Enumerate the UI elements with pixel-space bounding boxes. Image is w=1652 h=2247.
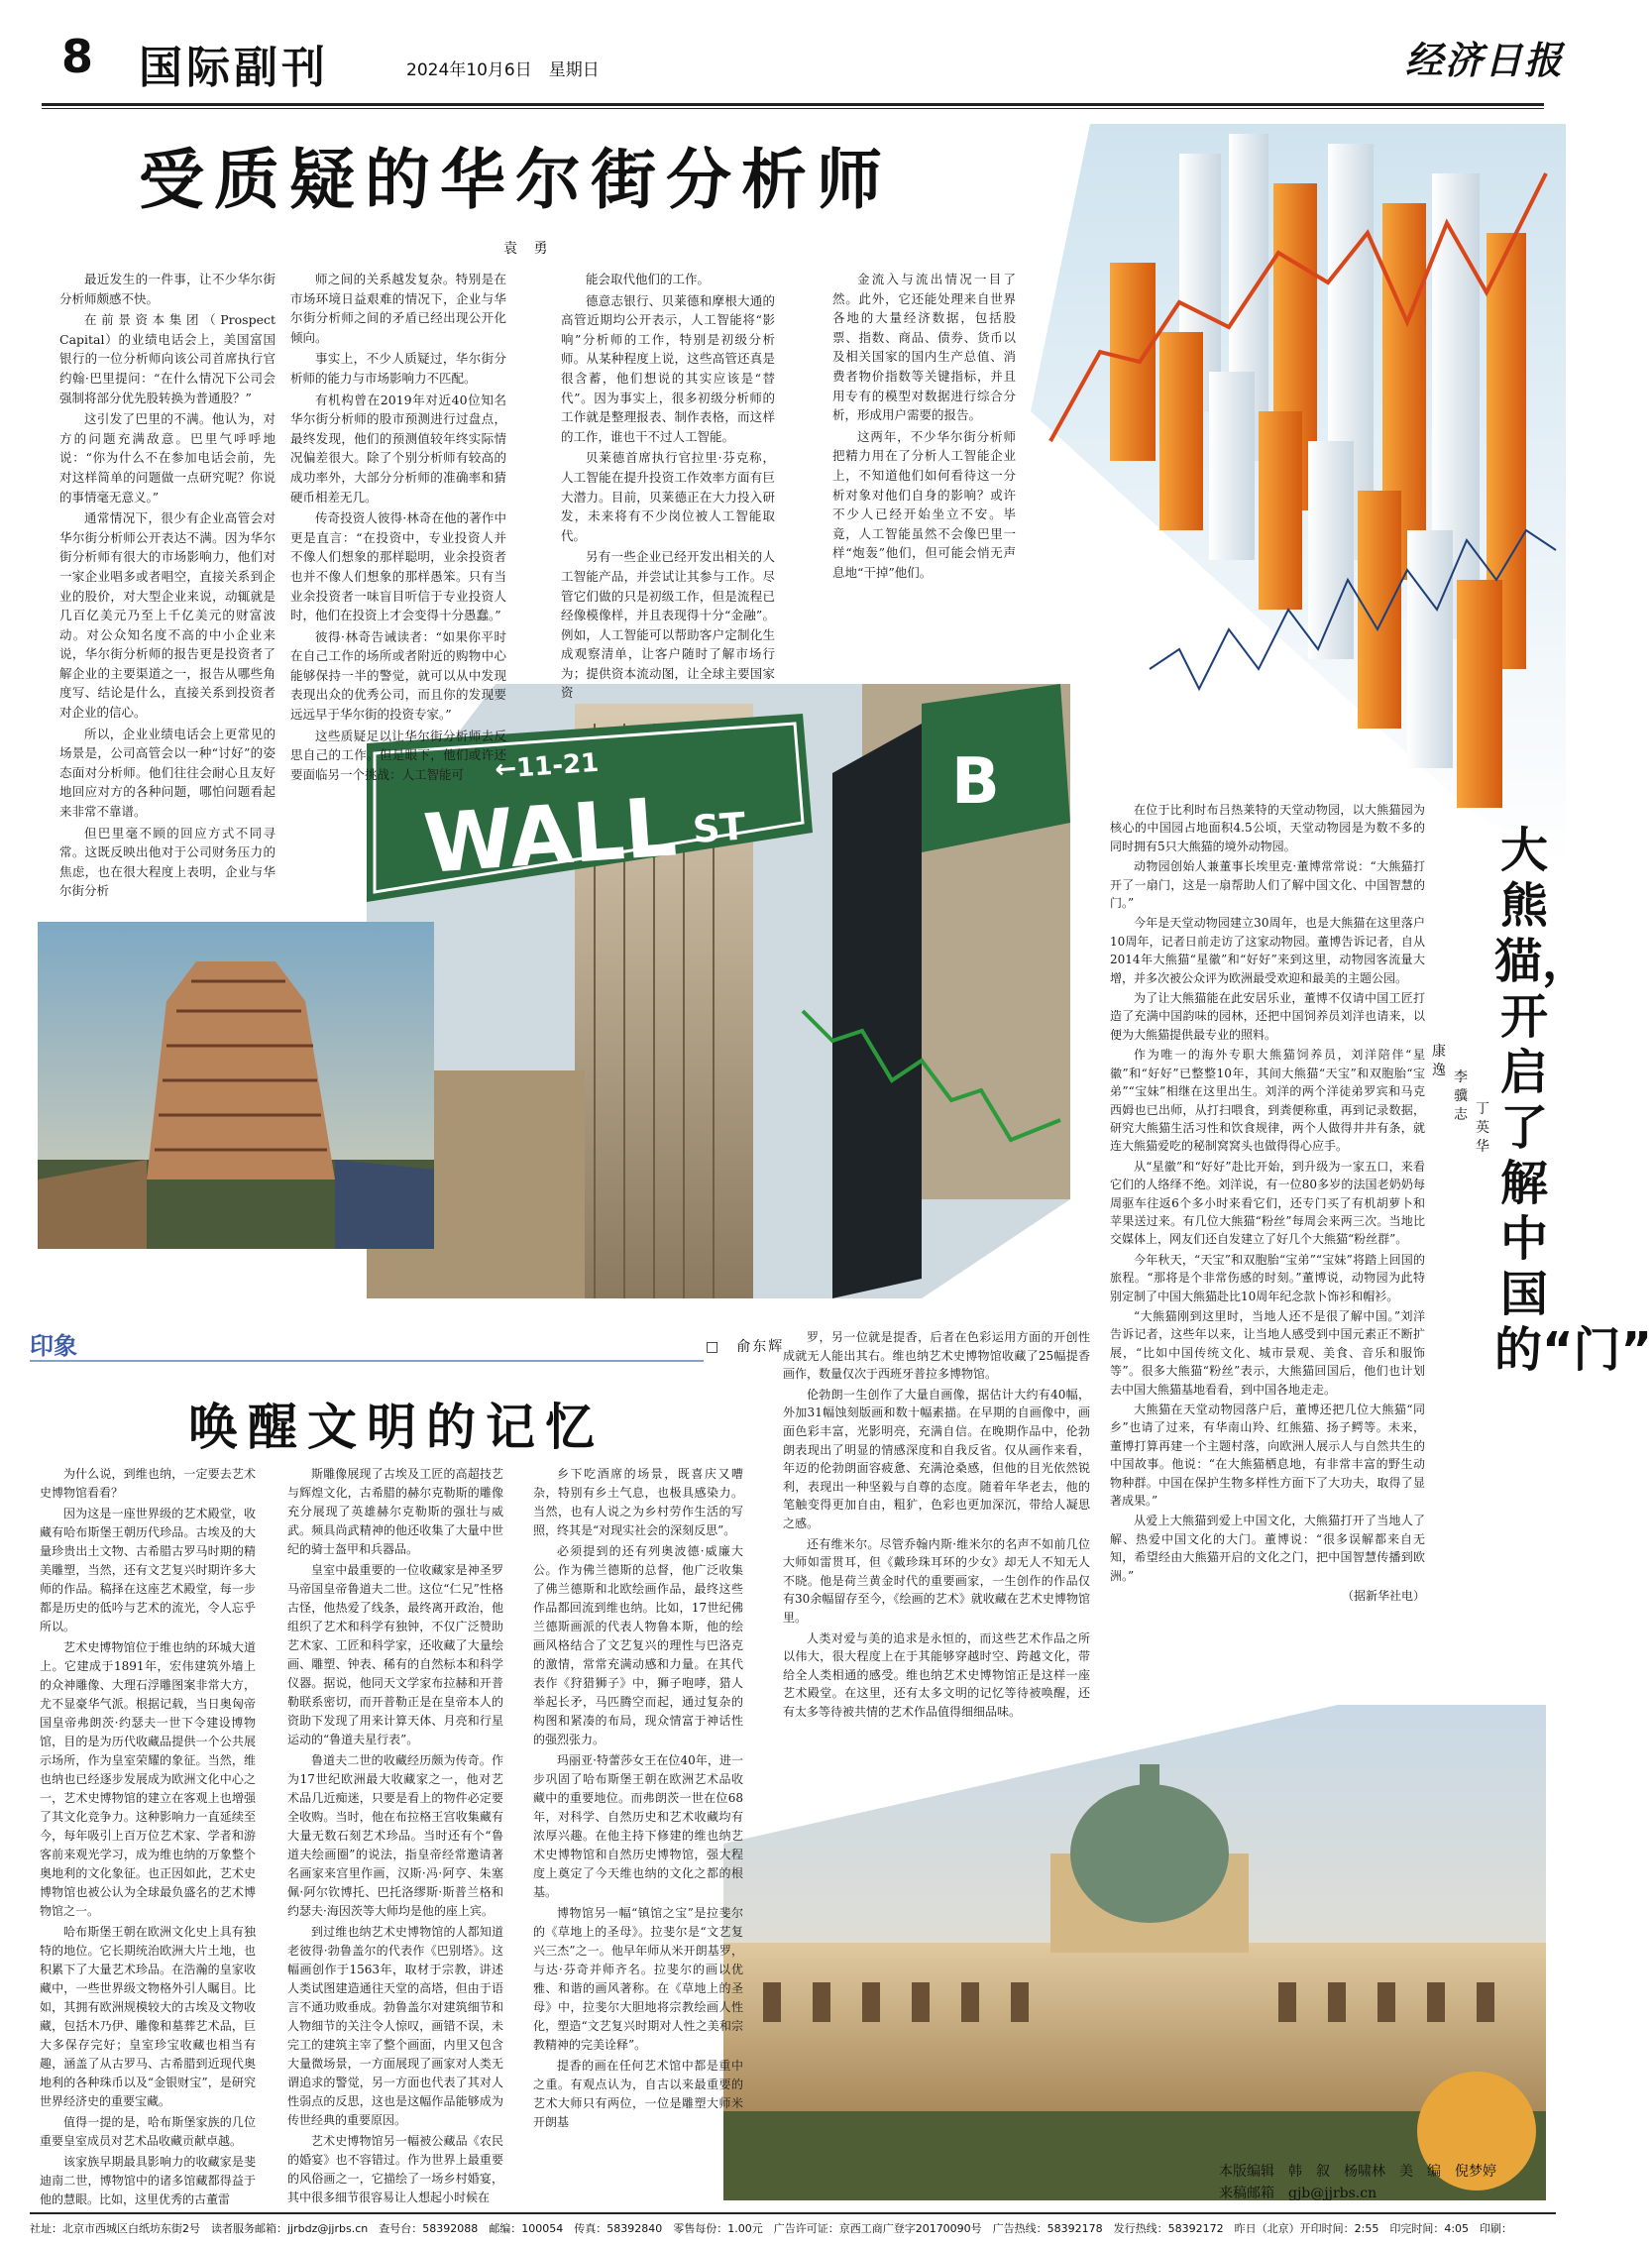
article-title-panda: 大熊猫，开启了解中国的“门”	[1494, 823, 1652, 1378]
column-label-rule	[30, 1360, 704, 1362]
paragraph: 作为唯一的海外专职大熊猫饲养员，刘洋陪伴“星徽”和“好好”已整整10年，其间大熊猫“天宝”和双胞胎“宝弟”“宝妹”相继在这里出生。刘洋的两个洋徒弟罗宾和马克西姆也已出师，从打扫喂食，到粪便称重，再到记录数据，研究大熊猫生活习性和饮食规律，两个人做得井井有条，就连大熊猫爱吃的秘制窝窝头也做得得心应手。	[1110, 1048, 1425, 1154]
paragraph: 皇室中最重要的一位收藏家是神圣罗马帝国皇帝鲁道夫二世。这位“仁兄”性格古怪，他热爱了线条，最终离开政治，他组织了艺术和科学有独钟，不仅广泛赞助艺术家、工匠和科学家，还收藏了大量绘画、雕塑、钟表、稀有的自然标本和科学仪器。据说，他同天文学家布拉赫和开普勒联系密切，而开普勒正是在皇帝本人的资助下发现了用来计算天体、月亮和行星运动的“鲁道夫星行表”。	[287, 1563, 503, 1746]
paragraph: 值得一提的是，哈布斯堡家族的几位重要皇室成员对艺术品收藏贡献卓越。	[40, 2115, 256, 2148]
issue-date: 2024年10月6日 星期日	[406, 60, 600, 80]
submission-email: 来稿邮箱 gjb@jjrbs.cn	[1219, 2186, 1377, 2201]
article-author-museum	[706, 1336, 784, 1356]
svg-text:←11-21: ←11-21	[494, 747, 601, 785]
paragraph: 但巴里毫不顾的回应方式不同寻常。这既反映出他对于公司财务压力的焦虑，也在很大程度上表明，企业与华尔街分析	[59, 825, 275, 899]
article-author-wallstreet: 袁 勇	[503, 241, 554, 257]
paragraph: 哈布斯堡王朝在欧洲文化史上具有独特的地位。它长期统治欧洲大片土地，也积累下了大量艺术珍品。在浩瀚的皇家收藏中，一些世界级文物格外引人瞩目。比如，其拥有欧洲规模较大的古埃及文物收藏，包括木乃伊、雕像和墓葬艺术品，巨大多保存完好；皇室珍宝收藏也相当有趣，涵盖了从古罗马、古希腊到近现代奥地利的各种珠币以及“金银财宝”，是研究世界经济史的重要宝藏。	[40, 1925, 256, 2108]
paragraph: 为什么说，到维也纳，一定要去艺术史博物馆看看？	[40, 1467, 256, 1500]
paragraph: 乡下吃酒席的场景，既喜庆又嘈杂，特别有乡土气息，也极具感染力。当然，也有人说之为乡村劳作生活的写照，终其是“对现实社会的深刻反思”。	[533, 1467, 743, 1537]
article-author: 康 逸	[1432, 1044, 1446, 1078]
paragraph: 所以，企业业绩电话会上更常见的场景是，公司高管会以一种“讨好”的姿态面对分析师。他们往往会耐心且友好地回应对方的各种问题，哪怕问题看起来非常不靠谱。	[59, 726, 275, 820]
paragraph: 为了让大熊猫能在此安居乐业，董博不仅请中国工匠打造了充满中国韵味的园林，还把中国饲养员刘洋也请来，以便为大熊猫提供最专业的照料。	[1110, 991, 1425, 1042]
svg-text:WALL: WALL	[420, 780, 680, 892]
paragraph: 德意志银行、贝莱德和摩根大通的高管近期均公开表示，人工智能将“影响”分析师的工作，特别是初级分析师。从某种程度上说，这些高管还真是很含蓄，他们想说的其实应该是“替代”。因为事实上，很多初级分析师的工作就是整理报表、制作表格，而这样的工作，谁也干不过人工智能。	[561, 292, 775, 444]
paragraph: 鲁道夫二世的收藏经历颇为传奇。作为17世纪欧洲最大收藏家之一，他对艺术品几近痴迷，只要是看上的物件必定要全收购。当时，他在布拉格王宫收集藏有大量无数石刻艺术珍品。当时还有个“鲁道夫绘画圈”的说法，指皇帝经常邀请著名画家来宫里作画，汉斯·冯·阿亨、朱塞佩·阿尔钦博托、巴托洛缪斯·斯普兰格和约瑟夫·海因茨等大师均是他的座上宾。	[287, 1753, 503, 1918]
paragraph: 这引发了巴里的不满。他认为，对方的问题充满敌意。巴里气呼呼地说：“你为什么不在参加电话会前，先对这样简单的问题做一点研究呢？你说的事情毫无意义。”	[59, 411, 275, 505]
paragraph: 从爱上大熊猫到爱上中国文化，大熊猫打开了当地人了解、热爱中国文化的大门。董博说：“很多误解都来自无知，希望经由大熊猫开启的文化之门，把中国智慧传播到欧洲。”	[1110, 1514, 1425, 1583]
footer-imprint: 社址：北京市西城区白纸坊东街2号 读者服务邮箱：jjrbdz@jjrbs.cn 查号台：58392088 邮编：100054 传真：58392840 零售每份：1.00元 广告许可证：京西工商广登字20170090号 广告热线：58392178 发行热线：58392172 昨日（北京）开印时间：2:55 印完时间：4:05 印刷：	[30, 2222, 1513, 2235]
paragraph: 玛丽亚·特蕾莎女王在位40年，进一步巩固了哈布斯堡王朝在欧洲艺术品收藏中的重要地位。而弗朗茨一世在位68年，对科学、自然历史和艺术收藏均有浓厚兴趣。在他主持下修建的维也纳艺术史博物馆和自然历史博物馆，强大程度上奠定了今天维也纳的文化之都的根基。	[533, 1753, 743, 1899]
article-column-2	[287, 1465, 503, 2203]
paragraph: 通常情况下，很少有企业高管会对华尔街分析师公开表达不满。因为华尔街分析师有很大的市场影响力，他们对一家企业唱多或者唱空，直接关系到企业的股价，对大型企业来说，动辄就是几百亿美元乃至上千亿美元的财富波动。对公众知名度不高的中小企业来说，华尔街分析师的报告更是投资者了解企业的主要渠道之一，报告从哪些角度写、结论是什么，直接关系到投资者对企业的信心。	[59, 510, 275, 721]
footer-rule	[30, 2212, 1556, 2214]
paragraph: 另有一些企业已经开发出相关的人工智能产品，并尝试让其参与工作。尽管它们做的只是初级工作，但是流程已经像模像样，并且表现得十分“金融”。例如，人工智能可以帮助客户定制化生成观察清单，让客户随时了解市场行为；提供资本流动图，让全球主要国家资	[561, 549, 775, 701]
paragraph: 博物馆另一幅“镇馆之宝”是拉斐尔的《草地上的圣母》。拉斐尔是“文艺复兴三杰”之一。他早年师从米开朗基罗，与达·芬奇并师齐名。拉斐尔的画以优雅、和谐的画风著称。在《草地上的圣母》中，拉斐尔大胆地将宗教绘画人性化，塑造“文艺复兴时期对人性之美和宗教精神的完美诠释”。	[533, 1906, 743, 2052]
paragraph: 艺术史博物馆另一幅被公藏品《农民的婚宴》也不容错过。作为世界上最重要的风俗画之一，它描绘了一场乡村婚宴，其中很多细节很容易让人想起小时候在	[287, 2134, 503, 2204]
header-rule	[42, 103, 1544, 106]
author-marker: □	[706, 1339, 721, 1355]
paragraph: 传奇投资人彼得·林奇在他的著作中更是直言：“在投资中，专业投资人并不像人们想象的那样聪明，业余投资者也并不像人们想象的那样愚笨。只有当业余投资者一味盲目听信于专业投资人时，他们在投资上才会变得十分愚蠢。”	[290, 510, 506, 623]
paragraph: 在位于比利时布吕热莱特的天堂动物园，以大熊猫园为核心的中国园占地面积4.5公顷，天堂动物园是为数不多的同时拥有5只大熊猫的境外动物园。	[1110, 803, 1425, 853]
article-author: 丁英华	[1476, 1101, 1489, 1155]
paragraph: 今年秋天，“天宝”和双胞胎“宝弟”“宝妹”将踏上回国的旅程。“那将是个非常伤感的时刻。”董博说，动物园为此特别定制了中国大熊猫赴比10周年纪念款卜饰衫和帽衫。	[1110, 1252, 1425, 1303]
section-title: 国际副刊	[139, 43, 329, 93]
paragraph: 该家族早期最具影响力的收藏家是斐迪南二世，博物馆中的诸多馆藏都得益于他的慧眼。比如，这里优秀的古董雷	[40, 2155, 256, 2206]
paragraph: 最近发生的一件事，让不少华尔街分析师颇感不快。	[59, 272, 275, 306]
paragraph: 罗，另一位就是提香，后者在色彩运用方面的开创性成就无人能出其右。维也纳艺术史博物馆收藏了25幅提香画作，数量仅次于西班牙普拉多博物馆。	[783, 1330, 1090, 1382]
paragraph: 人类对爱与美的追求是永恒的，而这些艺术作品之所以伟大，很大程度上在于其能够穿越时空、跨越文化，带给全人类相通的感受。维也纳艺术史博物馆正是这样一座艺术殿堂。在这里，还有太多文明的记忆等待被唤醒，还有太多等待被共情的艺术作品值得细细品味。	[783, 1630, 1090, 1719]
paragraph: 大熊猫在天堂动物园落户后，董博还把几位大熊猫“同乡”也请了过来，有华南山羚、红熊猫、扬子鳄等。未来，董博打算再建一个主题村落，向欧洲人展示人与自然共生的中国故事。他说：“在大熊猫栖息地，有非常丰富的野生动物种群。中国在保护生物多样性方面下了大功夫，取得了显著成果。”	[1110, 1403, 1425, 1509]
tower-of-babel-painting	[38, 922, 434, 1249]
paragraph: 贝莱德首席执行官拉里·芬克称，人工智能在提升投资工作效率方面有巨大潜力。目前，贝莱德正在大力投入研发，未来将有不少岗位被人工智能取代。	[561, 450, 775, 543]
stock-bar-chart-illustration	[1031, 114, 1566, 867]
paragraph: 这些质疑足以让华尔街分析师去反思自己的工作。但是眼下，他们或许还要面临另一个挑战：人工智能可	[290, 728, 506, 782]
article-column-3	[533, 1465, 743, 2203]
paragraph: 这两年，不少华尔街分析师把精力用在了分析人工智能企业上，不知道他们如何看待这一分析对象对他们自身的影响？或许不少人已经开始坐立不安。毕竟，人工智能虽然不会像巴里一样“炮轰”他们，但可能会悄无声息地“干掉”他们。	[832, 428, 1016, 580]
page-number: 8	[61, 30, 94, 83]
paragraph: 艺术史博物馆位于维也纳的环城大道上。它建成于1891年，宏伟建筑外墙上的众神雕像、大理石浮雕图案非常大方，尤不显豪华气派。根据记载，当日奥匈帝国皇帝弗朗茨·约瑟夫一世下令建设博物馆，目的是为历代收藏品提供一个公共展示场所，作为皇室荣耀的象征。当然，维也纳也已经逐步发展成为欧洲文化中心之一，艺术史博物馆的建立在客观上也增强了其文化竞争力。这种影响力一直延续至今，每年吸引上百万位艺术家、学者和游客前来观光学习，成为维也纳的万象整个奥地利的文化象征。也正因如此，艺术史博物馆也被公认为全球最负盛名的艺术博物馆之一。	[40, 1640, 256, 1918]
paragraph: “大熊猫刚到这里时，当地人还不是很了解中国。”刘洋告诉记者，这些年以来，让当地人感受到中国元素正不断扩展，“比如中国传统文化、城市景观、美食、音乐和服饰等”。很多大熊猫“粉丝”表示，大熊猫回国后，他们也计划去中国大熊猫基地看看，到中国各地走走。	[1110, 1308, 1425, 1397]
paragraph: 从“星徽”和“好好”赴比开始，到升级为一家五口，来看它们的人络绎不绝。刘洋说，有一位80多岁的法国老奶奶每周驱车往返6个多小时来看它们，还专门买了有机胡萝卜和苹果送过来。有几位大熊猫“粉丝”每周会来两三次。当地比交媒体上，网友们还自发建立了好几个大熊猫“粉丝群”。	[1110, 1159, 1425, 1247]
article-author: 李骥志	[1454, 1069, 1468, 1123]
paragraph: 在前景资本集团（Prospect Capital）的业绩电话会上，美国富国银行的一位分析师向该公司首席执行官约翰·巴里提问：“在什么情况下公司会强制将部分优先股转换为普通股？”	[59, 312, 275, 405]
paragraph: 伦勃朗一生创作了大量自画像，据估计大约有40幅，外加31幅蚀刻版画和数十幅素描。在早期的自画像中，画面色彩丰富，光影明亮，充满自信。在晚期作品中，伦勃朗表现出了明显的情感深度和自我反省。仅从画作来看，年迈的伦勃朗面容疲惫、充满沧桑感，但他的目光依然锐利，表现出一种坚毅与自尊的态度。随着年华老去，他的笔触变得更加自由，粗犷，色彩也更加深沉，带给人凝思之感。	[783, 1387, 1090, 1530]
paragraph: 提香的画在任何艺术馆中都是重中之重。有观点认为，自古以来最重要的艺术大师只有两位，一位是雕塑大师米开朗基	[533, 2059, 743, 2129]
paragraph: 事实上，不少人质疑过，华尔街分析师的能力与市场影响力不匹配。	[290, 351, 506, 386]
paragraph: 金流入与流出情况一目了然。此外，它还能处理来自世界各地的大量经济数据，包括股票、指数、商品、债券、货币以及相关国家的国内生产总值、消费者物价指数等关键指标，并且用专有的模型对数据进行综合分析，形成用户需要的报告。	[832, 272, 1016, 423]
paragraph: 有机构曾在2019年对近40位知名华尔街分析师的股市预测进行过盘点，最终发现，他们的预测值较年终实际情况偏差很大。除了个别分析师有较高的成功率外，大部分分析师的准确率和猜硬币相差无几。	[290, 392, 506, 505]
source-credit: （据新华社电）	[1341, 1589, 1425, 1604]
paragraph: 今年是天堂动物园建立30周年，也是大熊猫在这里落户10周年，记者日前走访了这家动物园。董博告诉记者，自从2014年大熊猫“星徽”和“好好”来到这里，动物园客流量大增，并多次被公众评为欧洲最受欢迎和最美的主题公园。	[1110, 916, 1425, 985]
svg-text:ST: ST	[691, 804, 747, 851]
paragraph: 到过维也纳艺术史博物馆的人都知道老彼得·勃鲁盖尔的代表作《巴别塔》。这幅画创作于1563年，取材于宗教，讲述人类试图建造通往天堂的高塔，但由于语言不通功败垂成。勃鲁盖尔对建筑细节和人物细节的关注令人惊叹，画错不误，未完工的建筑主宰了整个画面，内里又包含大量微场景，一方面展现了画家对人类无谓追求的警觉，另一方面也代表了其对人性弱点的反思，这也是这幅作品能够成为传世经典的重要原因。	[287, 1925, 503, 2127]
paragraph: 斯雕像展现了古埃及工匠的高超技艺与辉煌文化，古希腊的赫尔克勒斯的雕像充分展现了英雄赫尔克勒斯的强壮与威武。频具尚武精神的他还收集了大量中世纪的骑士盔甲和兵器品。	[287, 1467, 503, 1556]
column-label-impression: 印象	[30, 1331, 77, 1360]
paragraph: 必须提到的还有列奥波德·威廉大公。作为佛兰德斯的总督，他广泛收集了佛兰德斯和北欧绘画作品，最终这些作品都回流到维也纳。比如，17世纪佛兰德斯画派的代表人物鲁本斯，他的绘画风格结合了文艺复兴的理性与巴洛克的激情，常常充满动感和力量。在其代表作《狩猎狮子》中，狮子咆哮，猎人举起长矛，马匹腾空而起，通过复杂的构图和紧凑的布局，现众情富于神话性的强烈张力。	[533, 1544, 743, 1746]
article-title-wallstreet: 受质疑的华尔街分析师	[139, 142, 892, 218]
article-column-3	[561, 270, 775, 701]
newspaper-logo: 经济日报	[1405, 38, 1565, 82]
paragraph: 师之间的关系越发复杂。特别是在市场环境日益艰难的情况下，企业与华尔街分析师之间的矛盾已经出现公开化倾向。	[290, 272, 506, 345]
paragraph: 彼得·林奇告诫读者：“如果你平时在自己工作的场所或者附近的购物中心能够保持一半的警觉，就可以从中发现表现出众的优秀公司，而且你的发现要远远早于华尔街的投资专家。”	[290, 628, 506, 723]
article-column-1	[59, 270, 275, 899]
article-body-panda	[1110, 801, 1425, 1797]
article-column-4	[832, 270, 1016, 651]
paragraph: 还有维米尔。尽管乔翰内斯·维米尔的名声不如前几位大师如雷贯耳，但《戴珍珠耳环的少女》却无人不知无人不晓。他是荷兰黄金时代的重要画家，一生创作的作品仅有30余幅留存至今，《绘画的艺术》就收藏在艺术史博物馆里。	[783, 1536, 1090, 1625]
author-name: 俞东辉	[736, 1339, 785, 1355]
article-column-4	[783, 1328, 1090, 1719]
editor-line: 本版编辑 韩 叙 杨啸林 美 编 倪梦婷	[1219, 2164, 1496, 2180]
paragraph: 能会取代他们的工作。	[586, 272, 711, 286]
header-rule-thin	[42, 108, 1544, 109]
paragraph: 动物园创始人兼董事长埃里克·董博常常说：“大熊猫打开了一扇门，这是一扇帮助人们了解中国文化、中国智慧的门。”	[1110, 859, 1425, 911]
paragraph: 因为这是一座世界级的艺术殿堂，收藏有哈布斯堡王朝历代珍品。古埃及的大量珍贵出土文物、古希腊古罗马时期的精美雕塑，当然，还有文艺复兴时期许多大师的作品。稿择在这座艺术殿堂，每一步都是历史的低吟与艺术的流光，令人忘乎所以。	[40, 1507, 256, 1633]
svg-text:B: B	[951, 745, 1000, 819]
article-column-1	[40, 1465, 256, 2206]
article-column-2	[290, 270, 506, 782]
article-title-museum: 唤醒文明的记忆	[188, 1399, 605, 1456]
editor-credits	[1219, 2161, 1556, 2204]
